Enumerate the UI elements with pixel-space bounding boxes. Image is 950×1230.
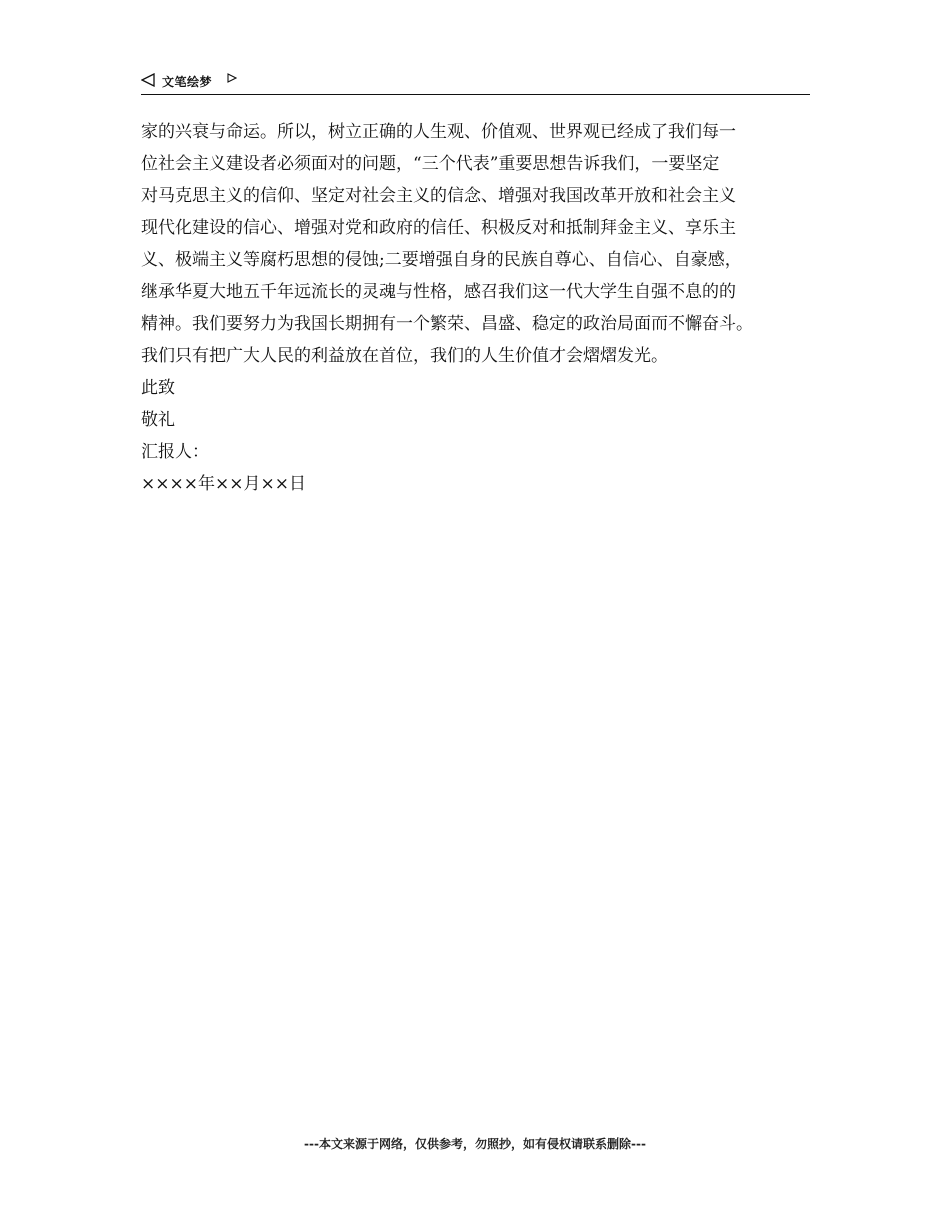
body-line: 继承华夏大地五千年远流长的灵魂与性格，感召我们这一代大学生自强不息的的	[141, 282, 736, 302]
page-header	[141, 70, 810, 95]
body-line: 义、极端主义等腐朽思想的侵蚀;二要增强自身的民族自尊心、自信心、自豪感，	[141, 250, 742, 270]
letter-body	[141, 116, 821, 500]
reporter-label: 汇报人：	[141, 442, 209, 462]
body-line: 精神。我们要努力为我国长期拥有一个繁荣、昌盛、稳定的政治局面而不懈奋斗。	[141, 314, 753, 334]
right-triangle-icon	[227, 73, 237, 83]
date-line: ××××年××月××日	[141, 474, 306, 494]
closing-regards: 敬礼	[141, 410, 175, 430]
left-triangle-icon	[141, 73, 155, 87]
body-line: 家的兴衰与命运。所以，树立正确的人生观、价值观、世界观已经成了我们每一	[141, 122, 736, 142]
footer-disclaimer: ---本文来源于网络，仅供参考，勿照抄，如有侵权请联系删除---	[304, 1137, 646, 1151]
closing-salutation: 此致	[141, 378, 175, 398]
body-line: 对马克思主义的信仰、坚定对社会主义的信念、增强对我国改革开放和社会主义	[141, 186, 736, 206]
body-line: 我们只有把广大人民的利益放在首位，我们的人生价值才会熠熠发光。	[141, 346, 668, 366]
header-title: 文笔绘梦	[162, 75, 213, 89]
body-line: 位社会主义建设者必须面对的问题，“三个代表”重要思想告诉我们，一要坚定	[141, 154, 720, 174]
body-line: 现代化建设的信心、增强对党和政府的信任、积极反对和抵制拜金主义、享乐主	[141, 218, 736, 238]
